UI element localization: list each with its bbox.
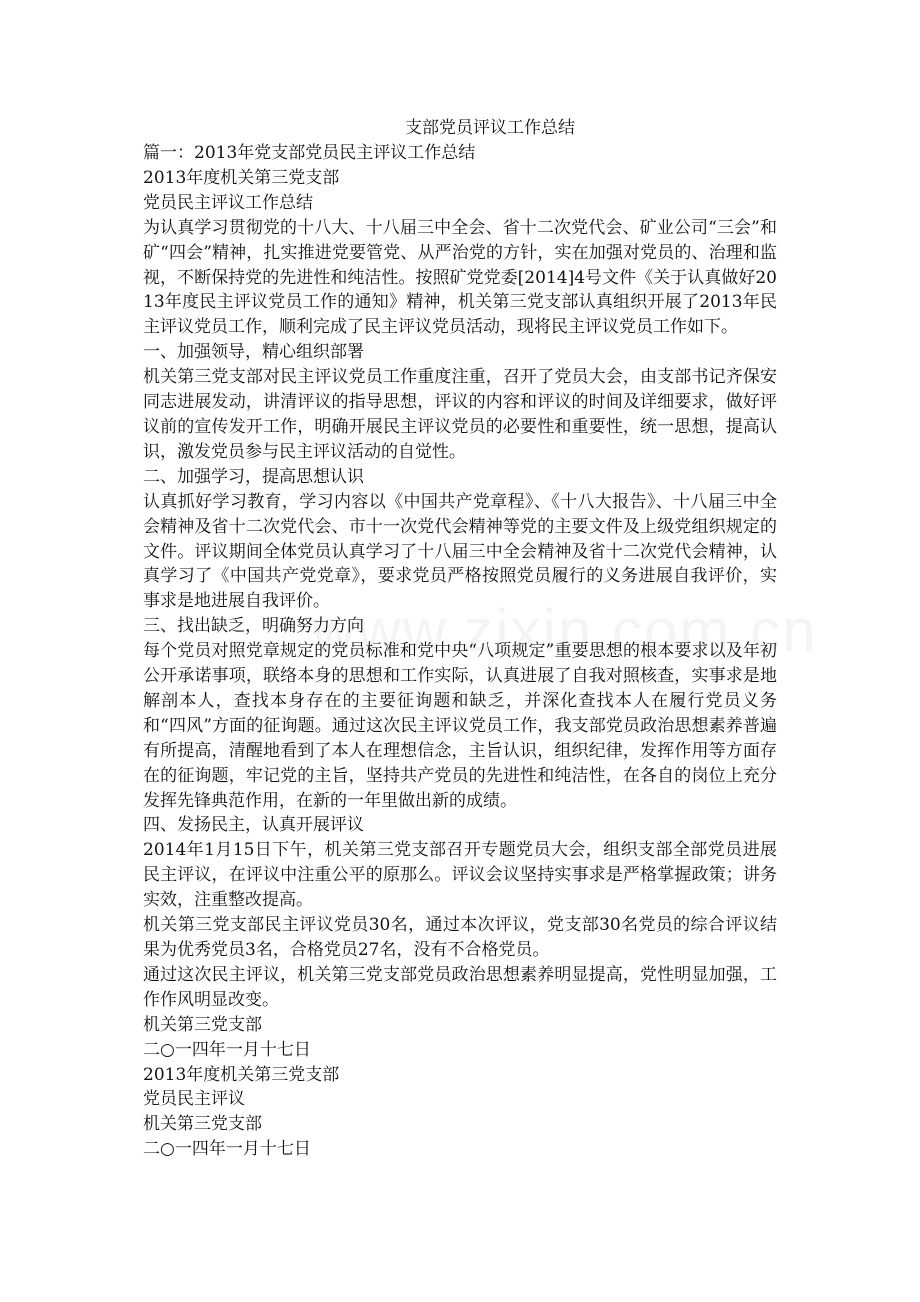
section-4-title: 四、发扬民主，认真开展评议 (143, 815, 364, 836)
section-1-body: 机关第三党支部对民主评议党员工作重度注重，召开了党员大会，由支部书记齐保安同志进展发动，讲清评议的指导思想，评议的内容和评议的时间及详细要求，做好评议前的宣传发开工作，明确开展民主评议党员的必要性和重要性，统一思想，提高认识，激发党员参与民主评议活动的自觉性。 (143, 367, 777, 462)
section-3-body: 每个党员对照党章规定的党员标准和党中央“八项规定”重要思想的根本要求以及年初公开承诺事项，联络本身的思想和工作实际，认真进展了自我对照核查，实事求是地解剖本人，查找本身存在的主要征询题和缺乏，并深化查找本人在履行党员义务和“四风”方面的征询题。通过这次民主评议党员工作，我支部党员政治思想素养普遍有所提高，清醒地看到了本人在理想信念，主旨认识，组织纪律，发挥作用等方面存在的征询题，牢记党的主旨，坚持共产党员的先进性和纯洁性，在各自的岗位上充分发挥先锋典范作用，在新的一年里做出新的成绩。 (143, 641, 777, 811)
document-title: 支部党员评议工作总结 (405, 118, 575, 138)
section-1-title: 一、加强领导，精心组织部署 (143, 342, 364, 363)
signature-org-1: 机关第三党支部 (143, 1014, 262, 1035)
article-heading: 篇一：2013年党支部党员民主评议工作总结 (143, 143, 476, 163)
section-4-body-1: 2014年1月15日下午，机关第三党支部召开专题党员大会，组织支部全部党员进展民主评议，在评议中注重公平的原那么。评议会议坚持实事求是严格掌握政策；讲务实效，注重整改提高。 (143, 840, 777, 911)
section-4-body-2: 机关第三党支部民主评议党员30名，通过本次评议，党支部30名党员的综合评议结果为优秀党员3名，合格党员27名，没有不合格党员。 (143, 915, 777, 960)
section-2-title: 二、加强学习，提高思想认识 (143, 466, 364, 487)
section-4-body-3: 通过这次民主评议，机关第三党支部党员政治思想素养明显提高，党性明显加强，工作作风明显改变。 (143, 964, 777, 1010)
signature-date-1: 二○一四年一月十七日 (143, 1039, 311, 1060)
footer-topic-line: 党员民主评议 (143, 1089, 245, 1110)
document-page (143, 116, 777, 1162)
section-2-body: 认真抓好学习教育，学习内容以《中国共产党章程》、《十八大报告》、十八届三中全会精神及省十二次党代会、市十一次党代会精神等党的主要文件及上级党组织规定的文件。评议期间全体党员认真学习了十八届三中全会精神及省十二次党代会精神，认真学习了《中国共产党党章》，要求党员严格按照党员履行的义务进展自我评价，实事求是地进展自我评价。 (143, 491, 777, 612)
subheading-year: 2013年度机关第三党支部 (143, 167, 340, 188)
footer-year-line: 2013年度机关第三党支部 (143, 1064, 340, 1085)
intro-paragraph: 为认真学习贯彻党的十八大、十八届三中全会、省十二次党代会、矿业公司“三会”和矿“四会”精神，扎实推进党要管党、从严治党的方针，实在加强对党员的、治理和监视，不断保持党的先进性和纯洁性。按照矿党党委[2014]4号文件《关于认真做好2013年度民主评议党员工作的通知》精神，机关第三党支部认真组织开展了2013年民主评议党员工作，顺利完成了民主评议党员活动，现将民主评议党员工作如下。 (143, 217, 777, 338)
signature-org-2: 机关第三党支部 (143, 1114, 262, 1135)
subheading-topic: 党员民主评议工作总结 (143, 192, 313, 213)
signature-date-2: 二○一四年一月十七日 (143, 1139, 311, 1160)
section-3-title: 三、找出缺乏，明确努力方向 (143, 616, 364, 637)
